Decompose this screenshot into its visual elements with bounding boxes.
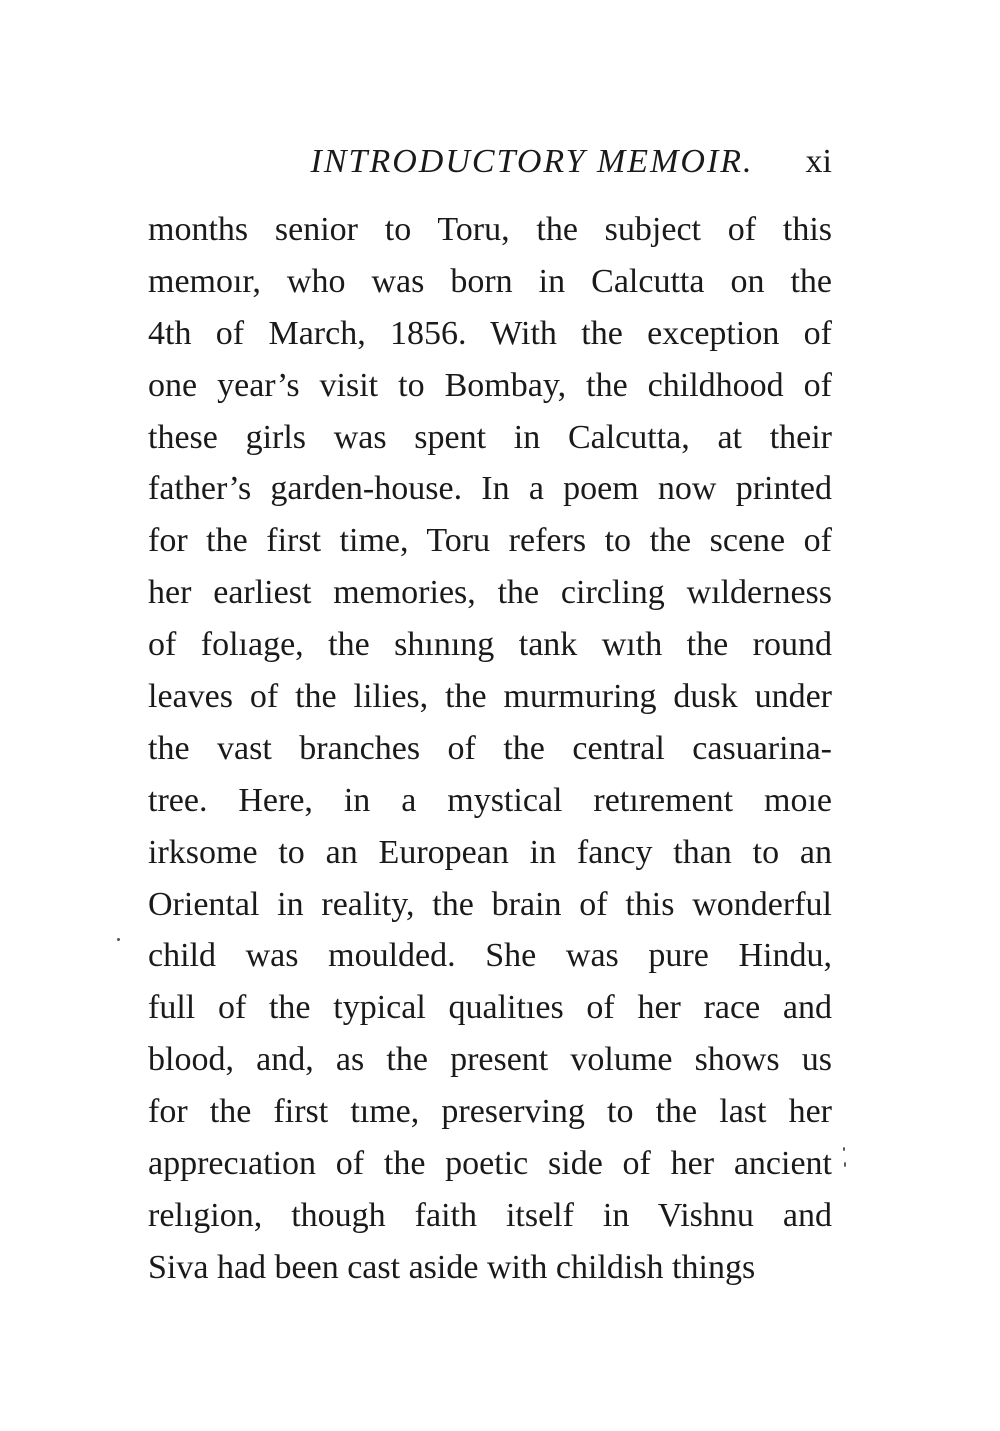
text-line: 4th of March, 1856. With the exception of	[148, 314, 832, 352]
text-line: these girls was spent in Calcutta, at their	[148, 418, 832, 456]
text-line: leaves of the lilies, the murmuring dusk under	[148, 678, 832, 716]
text-line: child was moulded. She was pure Hindu,	[148, 937, 832, 975]
text-line: Oriental in reality, the brain of this wonderful	[148, 885, 832, 923]
text-line: for the first tıme, preserving to the last her	[148, 1093, 832, 1131]
text-line: of folıage, the shınıng tank wıth the round	[148, 626, 832, 664]
text-line: the vast branches of the central casuarina-	[148, 729, 832, 767]
text-line: Siva had been cast aside with childish things	[148, 1248, 756, 1286]
text-line: apprecıation of the poetic side of her ancient	[148, 1145, 832, 1183]
running-title: INTRODUCTORY MEMOIR.	[310, 143, 754, 180]
text-line: blood, and, as the present volume shows us	[148, 1041, 832, 1079]
text-line: months senior to Toru, the subject of this	[148, 211, 832, 248]
running-head	[148, 138, 832, 186]
scan-speck	[117, 938, 120, 941]
text-line: irksome to an European in fancy than to an	[148, 833, 832, 871]
scan-speck	[844, 1162, 846, 1167]
text-line: one year’s visit to Bombay, the childhood of	[148, 366, 832, 404]
text-line: her earliest memories, the circling wılderness	[148, 574, 832, 612]
text-line: for the first time, Toru refers to the scene of	[148, 522, 832, 560]
text-line: relıgion, though faith itself in Vishnu and	[148, 1196, 832, 1234]
page-number: xi	[805, 143, 832, 180]
scan-speck	[843, 1147, 845, 1151]
body-text	[148, 204, 832, 1294]
text-line: father’s garden-house. In a poem now printed	[148, 470, 832, 508]
text-line: full of the typical qualitıes of her race and	[148, 989, 832, 1027]
text-line: tree. Here, in a mystical retırement moıe	[148, 781, 832, 819]
text-line: memoır, who was born in Calcutta on the	[148, 262, 832, 300]
